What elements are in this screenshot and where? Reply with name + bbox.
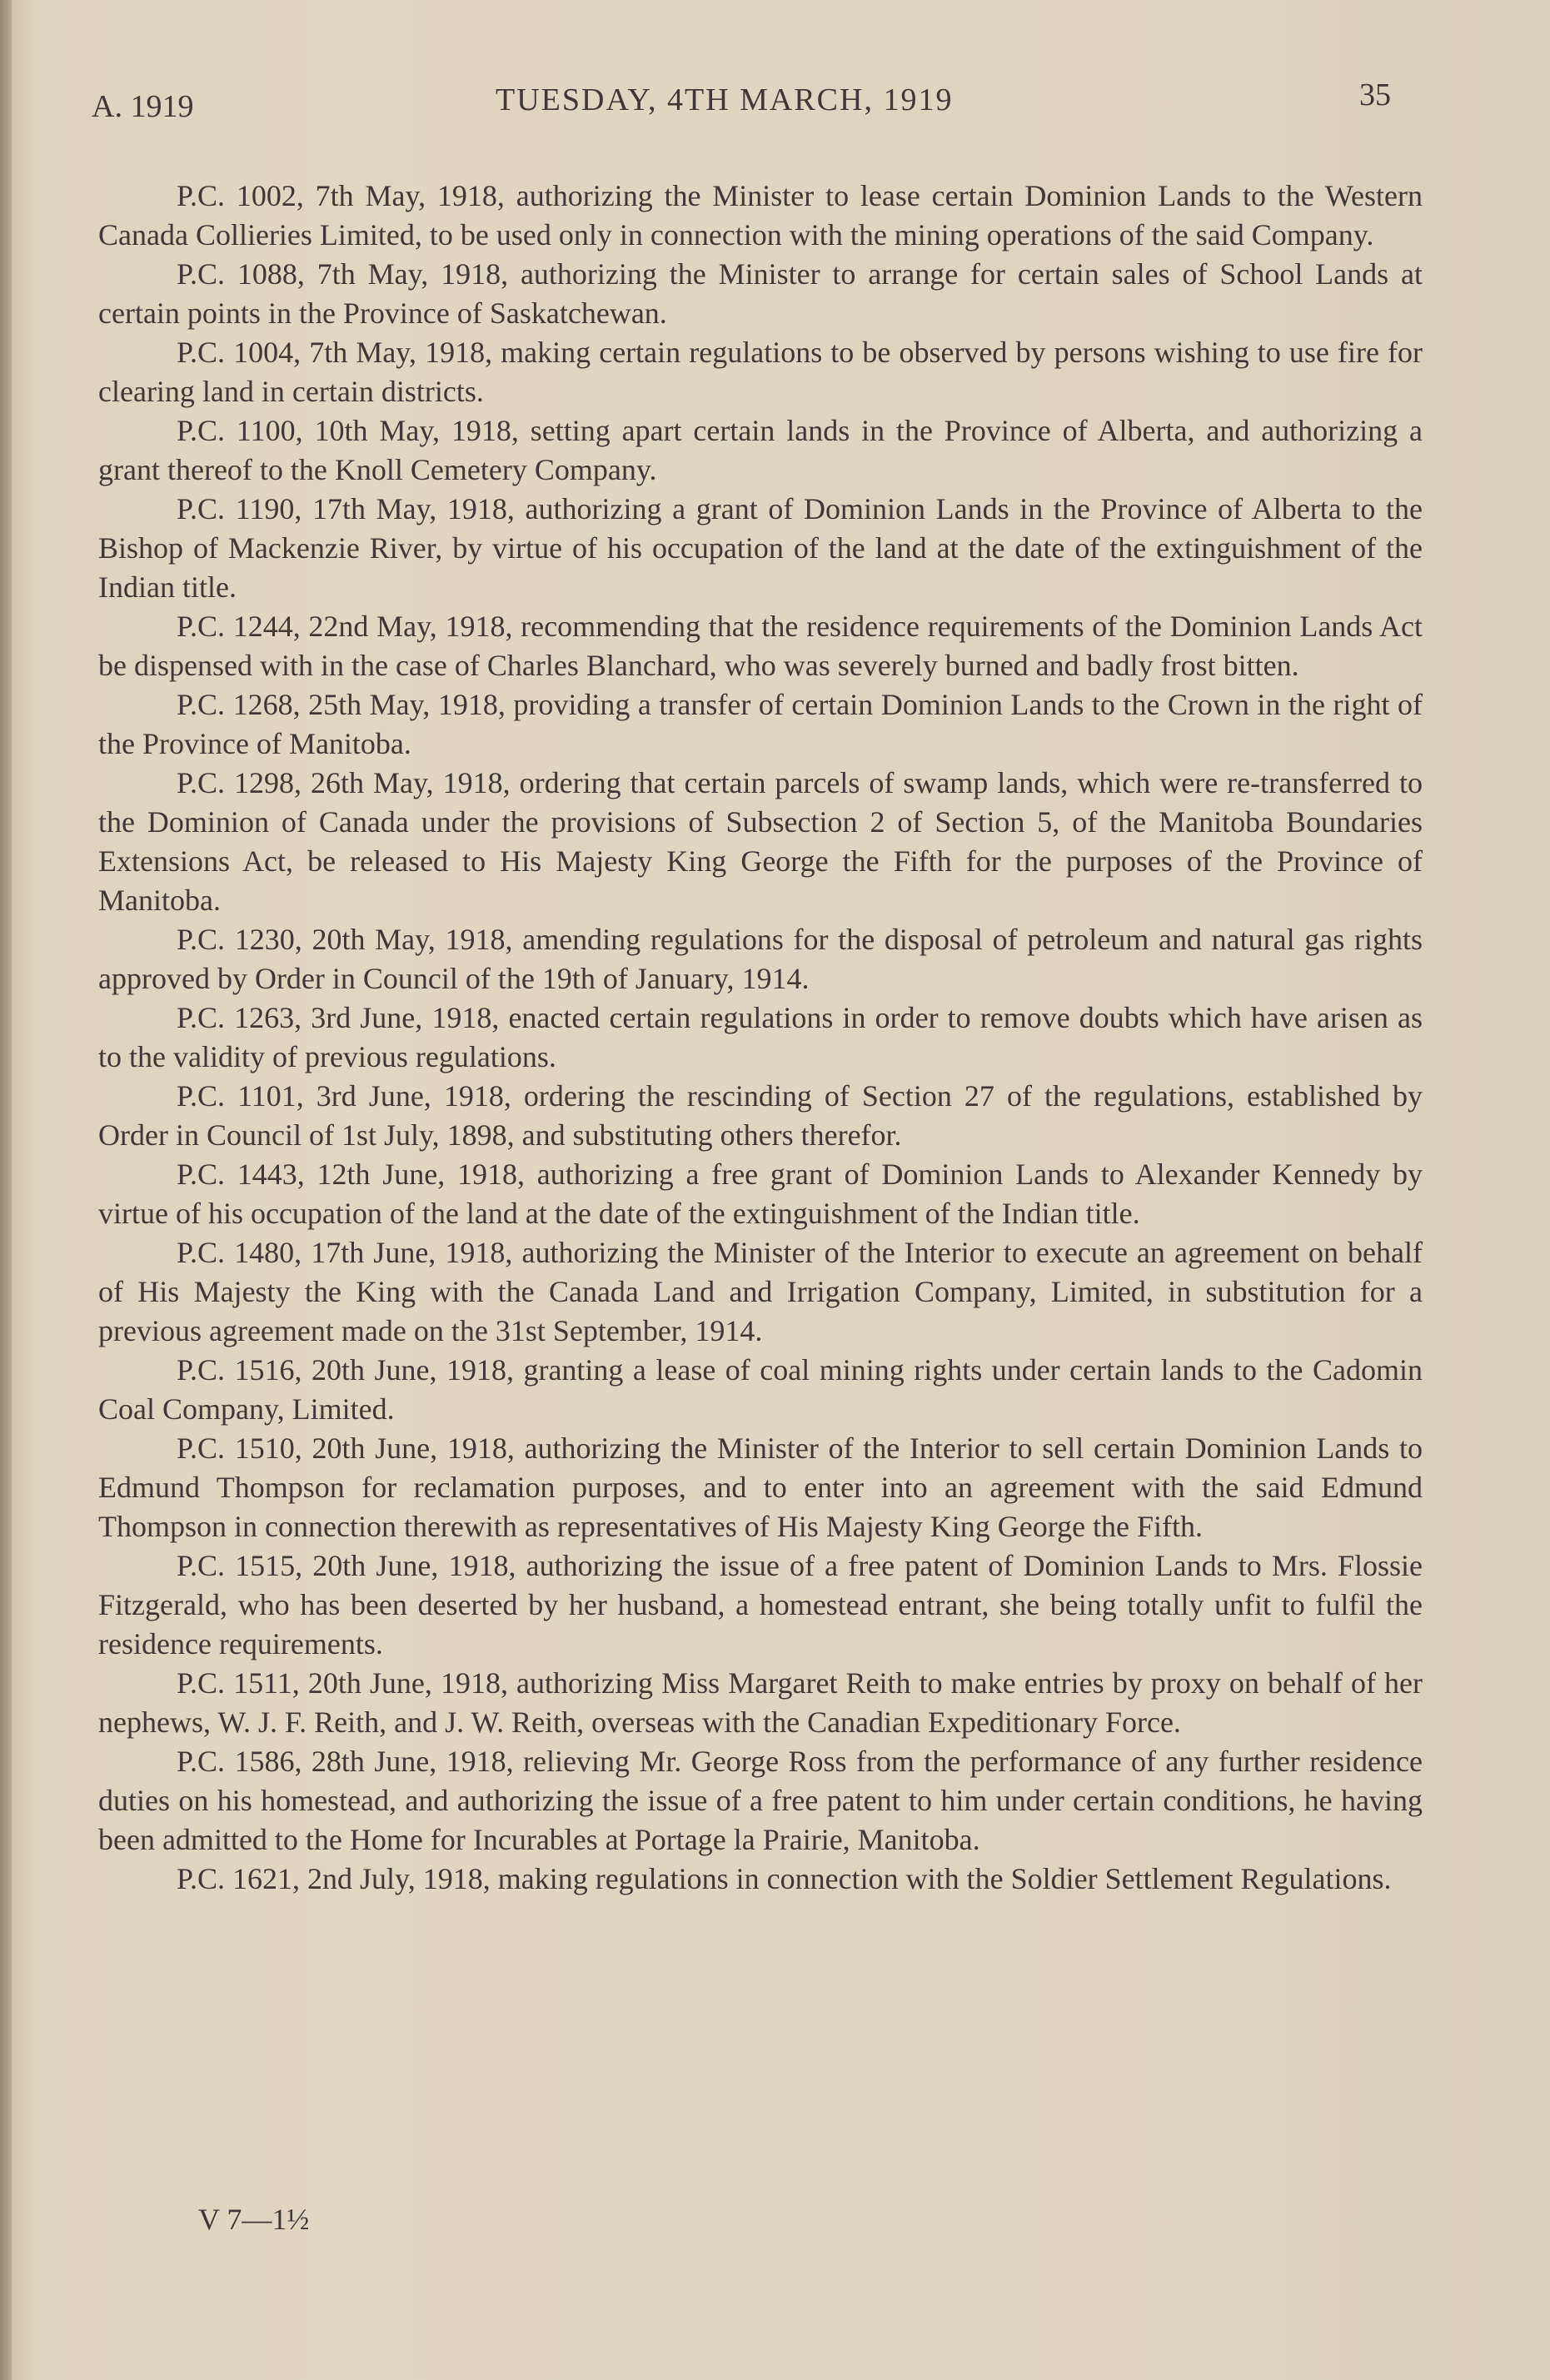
order-in-council-paragraph: P.C. 1516, 20th June, 1918, granting a lease of coal mining rights under certain lands to the Cadomin Coal Company, Limited. [98,1353,1423,1426]
order-in-council-paragraph: P.C. 1586, 28th June, 1918, relieving Mr. George Ross from the performance of any further residence duties on his homestead, and authorizing the issue of a free patent to him under certain conditions, he having been admitted to the Home for Incurables at Portage la Prairie, Manitoba. [98,1745,1423,1856]
page-header [92,77,1391,127]
order-in-council-paragraph: P.C. 1002, 7th May, 1918, authorizing the Minister to lease certain Dominion Lands to the Western Canada Collieries Limited, to be used only in connection with the mining operations of the said Company. [98,179,1423,251]
order-in-council-paragraph: P.C. 1621, 2nd July, 1918, making regulations in connection with the Soldier Settlement Regulations. [177,1862,1392,1895]
document-body [98,177,1423,1899]
order-in-council-paragraph: P.C. 1088, 7th May, 1918, authorizing the Minister to arrange for certain sales of School Lands at certain points in the Province of Saskatchewan. [98,257,1423,330]
order-in-council-paragraph: P.C. 1244, 22nd May, 1918, recommending that the residence requirements of the Dominion Lands Act be dispensed with in the case of Charles Blanchard, who was severely burned and badly frost bitten. [98,610,1423,682]
signature-mark: V 7—1½ [198,2203,310,2236]
order-in-council-paragraph: P.C. 1101, 3rd June, 1918, ordering the rescinding of Section 27 of the regulations, established by Order in Council of 1st July, 1898, and substituting others therefor. [98,1079,1423,1152]
order-in-council-paragraph: P.C. 1515, 20th June, 1918, authorizing the issue of a free patent of Dominion Lands to Mrs. Flossie Fitzgerald, who has been deserted by her husband, a homestead entrant, she being totally unfit to fulfil the residence requirements. [98,1549,1423,1661]
page-date: TUESDAY, 4TH MARCH, 1919 [496,82,954,117]
order-in-council-paragraph: P.C. 1100, 10th May, 1918, setting apart certain lands in the Province of Alberta, and authorizing a grant thereof to the Knoll Cemetery Company. [98,414,1423,486]
order-in-council-paragraph: P.C. 1263, 3rd June, 1918, enacted certain regulations in order to remove doubts which have arisen as to the validity of previous regulations. [98,1001,1423,1073]
order-in-council-paragraph: P.C. 1190, 17th May, 1918, authorizing a grant of Dominion Lands in the Province of Alberta to the Bishop of Mackenzie River, by virtue of his occupation of the land at the date of the extinguishment of the Indian title. [98,492,1423,604]
session-label: A. 1919 [92,89,194,124]
order-in-council-paragraph: P.C. 1268, 25th May, 1918, providing a transfer of certain Dominion Lands to the Crown in the right of the Province of Manitoba. [98,688,1423,760]
order-in-council-paragraph: P.C. 1480, 17th June, 1918, authorizing the Minister of the Interior to execute an agreement on behalf of His Majesty the King with the Canada Land and Irrigation Company, Limited, in substitution for a previous agreement made on the 31st September, 1914. [98,1236,1423,1347]
order-in-council-paragraph: P.C. 1443, 12th June, 1918, authorizing a free grant of Dominion Lands to Alexander Kennedy by virtue of his occupation of the land at the date of the extinguishment of the Indian title. [98,1158,1423,1230]
order-in-council-paragraph: P.C. 1230, 20th May, 1918, amending regulations for the disposal of petroleum and natural gas rights approved by Order in Council of the 19th of January, 1914. [98,923,1423,995]
order-in-council-paragraph: P.C. 1511, 20th June, 1918, authorizing Miss Margaret Reith to make entries by proxy on behalf of her nephews, W. J. F. Reith, and J. W. Reith, overseas with the Canadian Expeditionary Force. [98,1666,1423,1739]
order-in-council-paragraph: P.C. 1004, 7th May, 1918, making certain regulations to be observed by persons wishing to use fire for clearing land in certain districts. [98,336,1423,408]
page-number: 35 [1359,77,1391,112]
page-binding-edge [0,0,12,2380]
order-in-council-paragraph: P.C. 1298, 26th May, 1918, ordering that certain parcels of swamp lands, which were re-transferred to the Dominion of Canada under the provisions of Subsection 2 of Section 5, of the Manitoba Boundaries Extensions Act, be released to His Majesty King George the Fifth for the purposes of the Province of Manitoba. [98,766,1423,917]
order-in-council-paragraph: P.C. 1510, 20th June, 1918, authorizing the Minister of the Interior to sell certain Dominion Lands to Edmund Thompson for reclamation purposes, and to enter into an agreement with the said Edmund Thompson in connection therewith as representatives of His Majesty King George the Fifth. [98,1431,1423,1543]
